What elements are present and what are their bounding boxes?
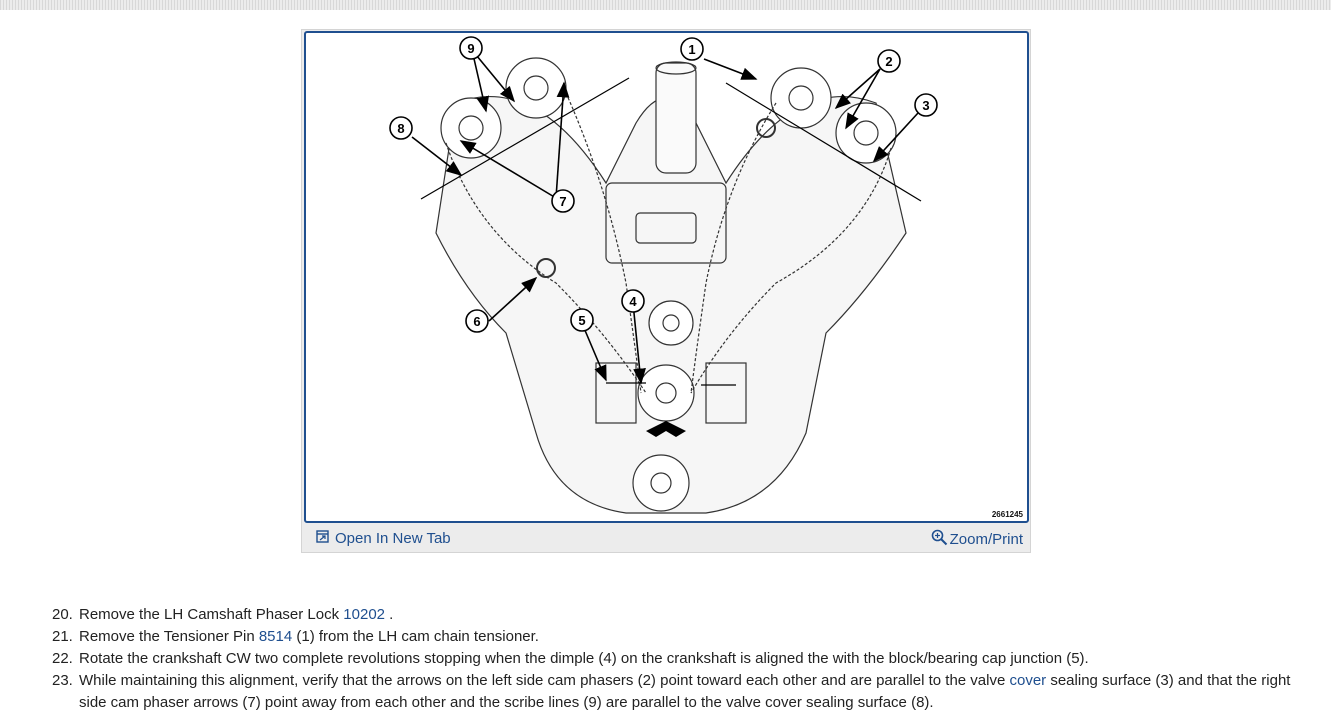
tool-link-10202[interactable]: 10202 — [343, 606, 386, 623]
magnifier-icon — [931, 529, 948, 550]
step-number: 23. — [52, 672, 73, 689]
step-text — [79, 626, 1322, 648]
step-text: Rotate the crankshaft CW two complete revolutions stopping when the dimple (4) on the crankshaft is aligned the with the block/bearing cap junction (5). — [79, 650, 1089, 667]
figure-id: 2661245 — [991, 510, 1023, 519]
zoom-print-link[interactable] — [931, 529, 1023, 550]
step-text — [79, 604, 1322, 626]
open-new-tab-link[interactable] — [316, 530, 451, 547]
open-new-tab-icon — [316, 530, 329, 547]
step-number: 21. — [52, 628, 73, 645]
callout-2 — [878, 50, 900, 72]
callout-3 — [915, 94, 937, 116]
step-number: 22. — [52, 650, 73, 667]
step-text-part: sealing surface (3) and that the right side cam phaser arrows (7) point away from each other and the scribe lines (9) are parallel to the valve cover sealing surface (8). — [79, 672, 1291, 711]
callout-8 — [390, 117, 412, 139]
step-number: 20. — [52, 606, 73, 623]
list-item — [52, 670, 1322, 714]
step-text-part: Remove the LH Camshaft Phaser Lock — [79, 606, 344, 623]
step-text-part: Remove the Tensioner Pin — [79, 628, 259, 645]
svg-text:4: 4 — [629, 294, 637, 309]
step-text — [79, 670, 1322, 714]
engine-timing-figure[interactable] — [304, 31, 1029, 523]
callout-6 — [466, 310, 488, 332]
list-item — [52, 626, 1322, 648]
list-item — [52, 604, 1322, 626]
step-text-part: While maintaining this alignment, verify that the arrows on the left side cam phasers (2) point toward each other and are parallel to the valve — [79, 672, 1010, 689]
callout-7 — [552, 190, 574, 212]
top-border — [0, 0, 1331, 10]
callout-1 — [681, 38, 703, 60]
svg-text:3: 3 — [922, 98, 930, 113]
svg-text:2: 2 — [885, 54, 893, 69]
svg-text:9: 9 — [467, 41, 475, 56]
svg-text:7: 7 — [559, 194, 567, 209]
callout-5 — [571, 309, 593, 331]
svg-text:6: 6 — [473, 314, 481, 329]
svg-text:1: 1 — [688, 42, 696, 57]
figure-toolbar — [304, 526, 1029, 552]
step-text-part: . — [385, 606, 394, 623]
cover-link[interactable]: cover — [1009, 672, 1047, 689]
engine-diagram — [306, 33, 1027, 521]
list-item — [52, 648, 1322, 670]
open-new-tab-label: Open In New Tab — [335, 530, 451, 547]
zoom-print-label: Zoom/Print — [949, 531, 1023, 548]
procedure-steps — [52, 604, 1322, 714]
svg-text:5: 5 — [578, 313, 586, 328]
step-text-part: (1) from the LH cam chain tensioner. — [292, 628, 539, 645]
callout-9 — [460, 37, 482, 59]
svg-text:8: 8 — [397, 121, 405, 136]
callout-4 — [622, 290, 644, 312]
tool-link-8514[interactable]: 8514 — [258, 628, 293, 645]
